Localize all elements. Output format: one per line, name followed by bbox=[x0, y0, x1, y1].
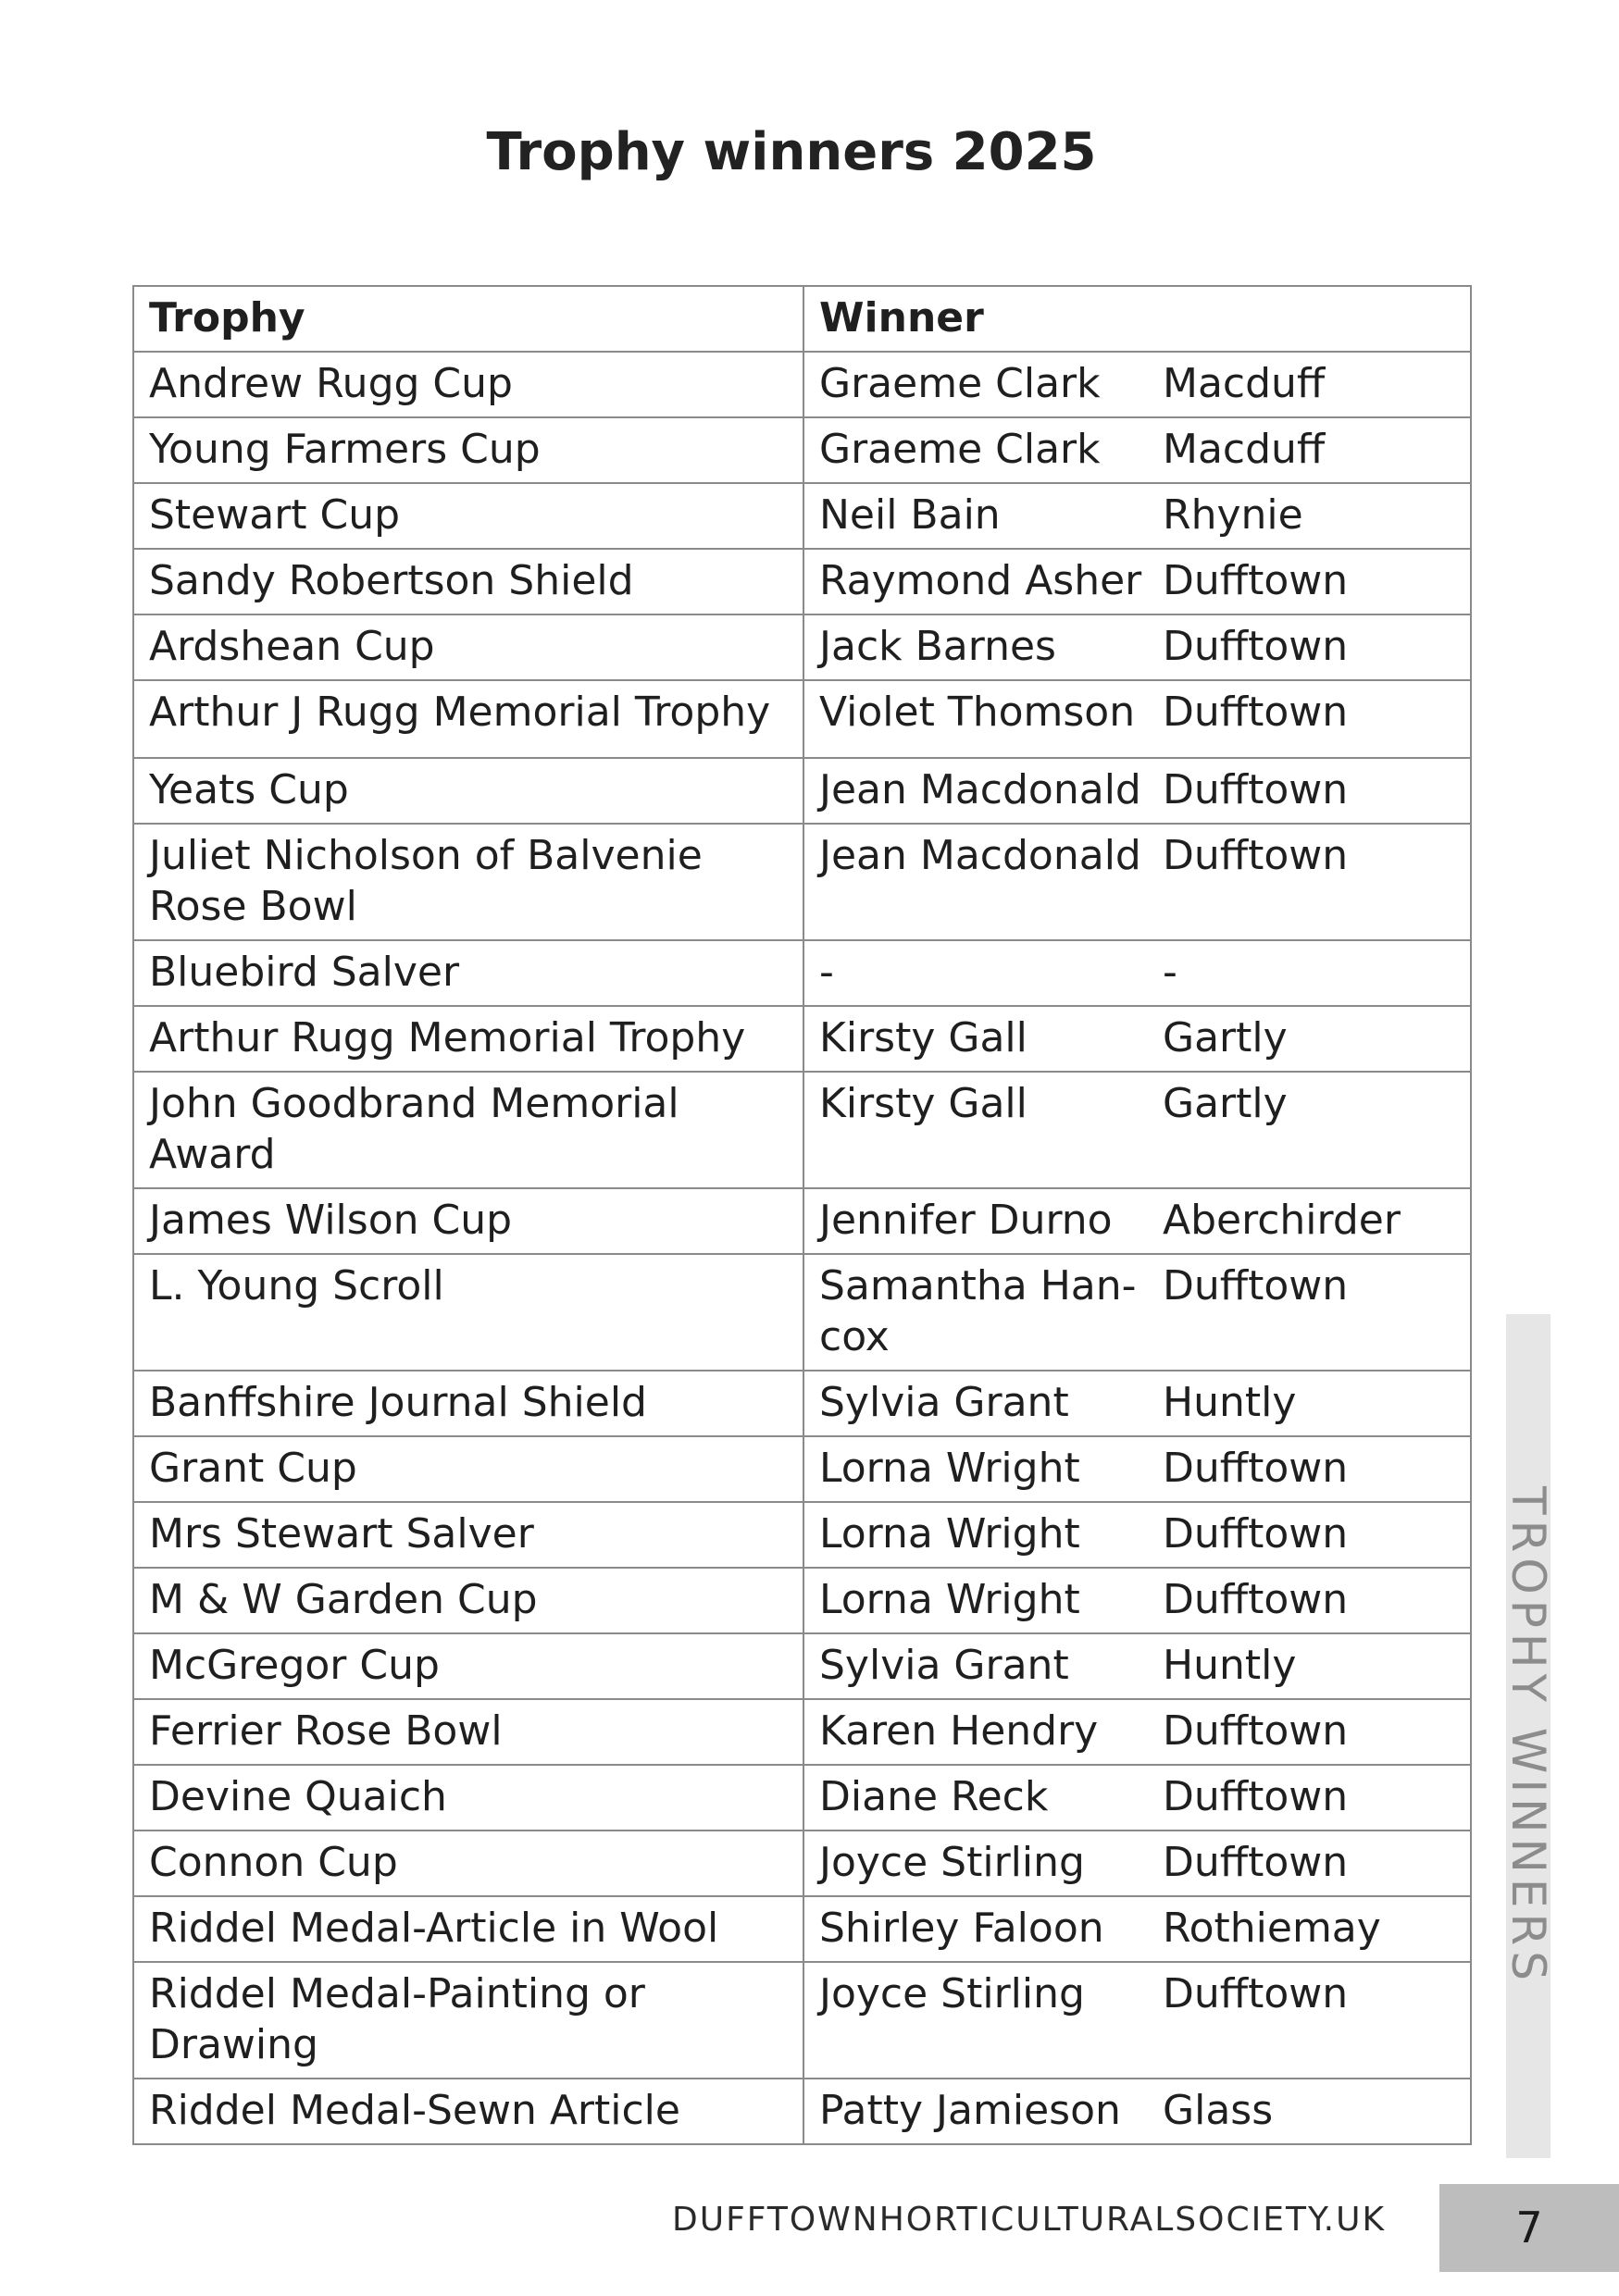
winner-place-cell: Rothiemay bbox=[1163, 1896, 1471, 1962]
table-row bbox=[133, 483, 1471, 549]
table-row bbox=[133, 1831, 1471, 1896]
trophy-cell: Ardshean Cup bbox=[133, 614, 803, 680]
table-row bbox=[133, 1072, 1471, 1188]
table-row bbox=[133, 549, 1471, 614]
winner-place-cell: Dufftown bbox=[1163, 1962, 1471, 2079]
winner-place-cell: Dufftown bbox=[1163, 1831, 1471, 1896]
winner-place-cell: Dufftown bbox=[1163, 680, 1471, 758]
winner-name-cell: Joyce Stirling bbox=[803, 1962, 1163, 2079]
table-row bbox=[133, 1436, 1471, 1502]
trophy-cell: Ferrier Rose Bowl bbox=[133, 1699, 803, 1765]
trophy-cell: Banffshire Journal Shield bbox=[133, 1371, 803, 1436]
winner-name-cell: Lorna Wright bbox=[803, 1502, 1163, 1568]
winner-name-cell: Graeme Clark bbox=[803, 417, 1163, 483]
winner-place-cell: Huntly bbox=[1163, 1371, 1471, 1436]
header-trophy: Trophy bbox=[133, 286, 803, 352]
winner-name-cell: Sylvia Grant bbox=[803, 1371, 1163, 1436]
winner-place-cell: Dufftown bbox=[1163, 1765, 1471, 1831]
winner-name-cell: Jennifer Durno bbox=[803, 1188, 1163, 1254]
winner-name-cell: Joyce Stirling bbox=[803, 1831, 1163, 1896]
table-row bbox=[133, 1188, 1471, 1254]
table-row bbox=[133, 1371, 1471, 1436]
winner-name-cell: Kirsty Gall bbox=[803, 1072, 1163, 1188]
winner-place-cell: Dufftown bbox=[1163, 1502, 1471, 1568]
trophy-cell: M & W Garden Cup bbox=[133, 1568, 803, 1633]
table-row bbox=[133, 1633, 1471, 1699]
table-row bbox=[133, 1502, 1471, 1568]
table-row bbox=[133, 824, 1471, 940]
table-row bbox=[133, 417, 1471, 483]
winner-place-cell: Aberchirder bbox=[1163, 1188, 1471, 1254]
winner-name-cell: Violet Thomson bbox=[803, 680, 1163, 758]
trophy-cell: Grant Cup bbox=[133, 1436, 803, 1502]
winner-place-cell: Macduff bbox=[1163, 352, 1471, 417]
table-row bbox=[133, 1699, 1471, 1765]
winner-place-cell: Dufftown bbox=[1163, 824, 1471, 940]
page-number: 7 bbox=[1515, 2203, 1543, 2253]
trophy-cell: Stewart Cup bbox=[133, 483, 803, 549]
winner-place-cell: Dufftown bbox=[1163, 1254, 1471, 1371]
page-number-box bbox=[1439, 2184, 1619, 2272]
trophy-cell: Riddel Medal-Sewn Article bbox=[133, 2079, 803, 2144]
header-winner: Winner bbox=[803, 286, 1471, 352]
trophy-cell: Andrew Rugg Cup bbox=[133, 352, 803, 417]
winner-place-cell: Gartly bbox=[1163, 1072, 1471, 1188]
section-side-label: TROPHY WINNERS bbox=[1501, 1486, 1555, 1986]
winner-name-cell: Graeme Clark bbox=[803, 352, 1163, 417]
trophy-cell: L. Young Scroll bbox=[133, 1254, 803, 1371]
trophy-cell: Mrs Stewart Salver bbox=[133, 1502, 803, 1568]
trophy-cell: Arthur J Rugg Memorial Trophy bbox=[133, 680, 803, 758]
winner-name-cell: Jean Macdonald bbox=[803, 758, 1163, 824]
trophy-cell: Juliet Nicholson of Balvenie Rose Bowl bbox=[133, 824, 803, 940]
winner-place-cell: Dufftown bbox=[1163, 614, 1471, 680]
winner-place-cell: Huntly bbox=[1163, 1633, 1471, 1699]
table-row bbox=[133, 758, 1471, 824]
table-header-row bbox=[133, 286, 1471, 352]
winner-name-cell: Lorna Wright bbox=[803, 1436, 1163, 1502]
winner-place-cell: Macduff bbox=[1163, 417, 1471, 483]
winner-name-cell: Kirsty Gall bbox=[803, 1006, 1163, 1072]
footer-website: DUFFTOWNHORTICULTURALSOCIETY.UK bbox=[672, 2201, 1387, 2239]
trophy-cell: Riddel Medal-Painting or Drawing bbox=[133, 1962, 803, 2079]
winner-name-cell: Lorna Wright bbox=[803, 1568, 1163, 1633]
winner-name-cell: Sylvia Grant bbox=[803, 1633, 1163, 1699]
trophy-table bbox=[132, 285, 1472, 2145]
page-title: Trophy winners 2025 bbox=[486, 122, 1097, 182]
trophy-cell: Bluebird Salver bbox=[133, 940, 803, 1006]
table-row bbox=[133, 614, 1471, 680]
table-row bbox=[133, 1896, 1471, 1962]
trophy-cell: Young Farmers Cup bbox=[133, 417, 803, 483]
winner-place-cell: Dufftown bbox=[1163, 1436, 1471, 1502]
winner-name-cell: - bbox=[803, 940, 1163, 1006]
trophy-table-wrapper bbox=[132, 285, 1470, 2145]
table-row bbox=[133, 352, 1471, 417]
winner-name-cell: Neil Bain bbox=[803, 483, 1163, 549]
table-row bbox=[133, 1006, 1471, 1072]
winner-place-cell: Rhynie bbox=[1163, 483, 1471, 549]
table-row bbox=[133, 940, 1471, 1006]
winner-place-cell: Glass bbox=[1163, 2079, 1471, 2144]
trophy-cell: Devine Quaich bbox=[133, 1765, 803, 1831]
winner-place-cell: Dufftown bbox=[1163, 1699, 1471, 1765]
winner-name-cell: Raymond Asher bbox=[803, 549, 1163, 614]
winner-name-cell: Shirley Faloon bbox=[803, 1896, 1163, 1962]
winner-place-cell: Gartly bbox=[1163, 1006, 1471, 1072]
table-row bbox=[133, 1568, 1471, 1633]
winner-place-cell: - bbox=[1163, 940, 1471, 1006]
table-row bbox=[133, 1765, 1471, 1831]
winner-name-cell: Diane Reck bbox=[803, 1765, 1163, 1831]
table-row bbox=[133, 680, 1471, 758]
table-row bbox=[133, 1962, 1471, 2079]
winner-place-cell: Dufftown bbox=[1163, 1568, 1471, 1633]
trophy-cell: John Goodbrand Memorial Award bbox=[133, 1072, 803, 1188]
winner-name-cell: Jean Macdonald bbox=[803, 824, 1163, 940]
section-side-tab bbox=[1501, 1314, 1555, 2158]
trophy-cell: Sandy Robertson Shield bbox=[133, 549, 803, 614]
trophy-cell: Arthur Rugg Memorial Trophy bbox=[133, 1006, 803, 1072]
trophy-cell: Connon Cup bbox=[133, 1831, 803, 1896]
winner-place-cell: Dufftown bbox=[1163, 758, 1471, 824]
winner-name-cell: Karen Hendry bbox=[803, 1699, 1163, 1765]
winner-name-cell: Samantha Han-cox bbox=[803, 1254, 1163, 1371]
trophy-cell: James Wilson Cup bbox=[133, 1188, 803, 1254]
trophy-cell: Yeats Cup bbox=[133, 758, 803, 824]
table-row bbox=[133, 1254, 1471, 1371]
winner-name-cell: Patty Jamieson bbox=[803, 2079, 1163, 2144]
trophy-cell: Riddel Medal-Article in Wool bbox=[133, 1896, 803, 1962]
trophy-cell: McGregor Cup bbox=[133, 1633, 803, 1699]
winner-name-cell: Jack Barnes bbox=[803, 614, 1163, 680]
winner-place-cell: Dufftown bbox=[1163, 549, 1471, 614]
table-row bbox=[133, 2079, 1471, 2144]
